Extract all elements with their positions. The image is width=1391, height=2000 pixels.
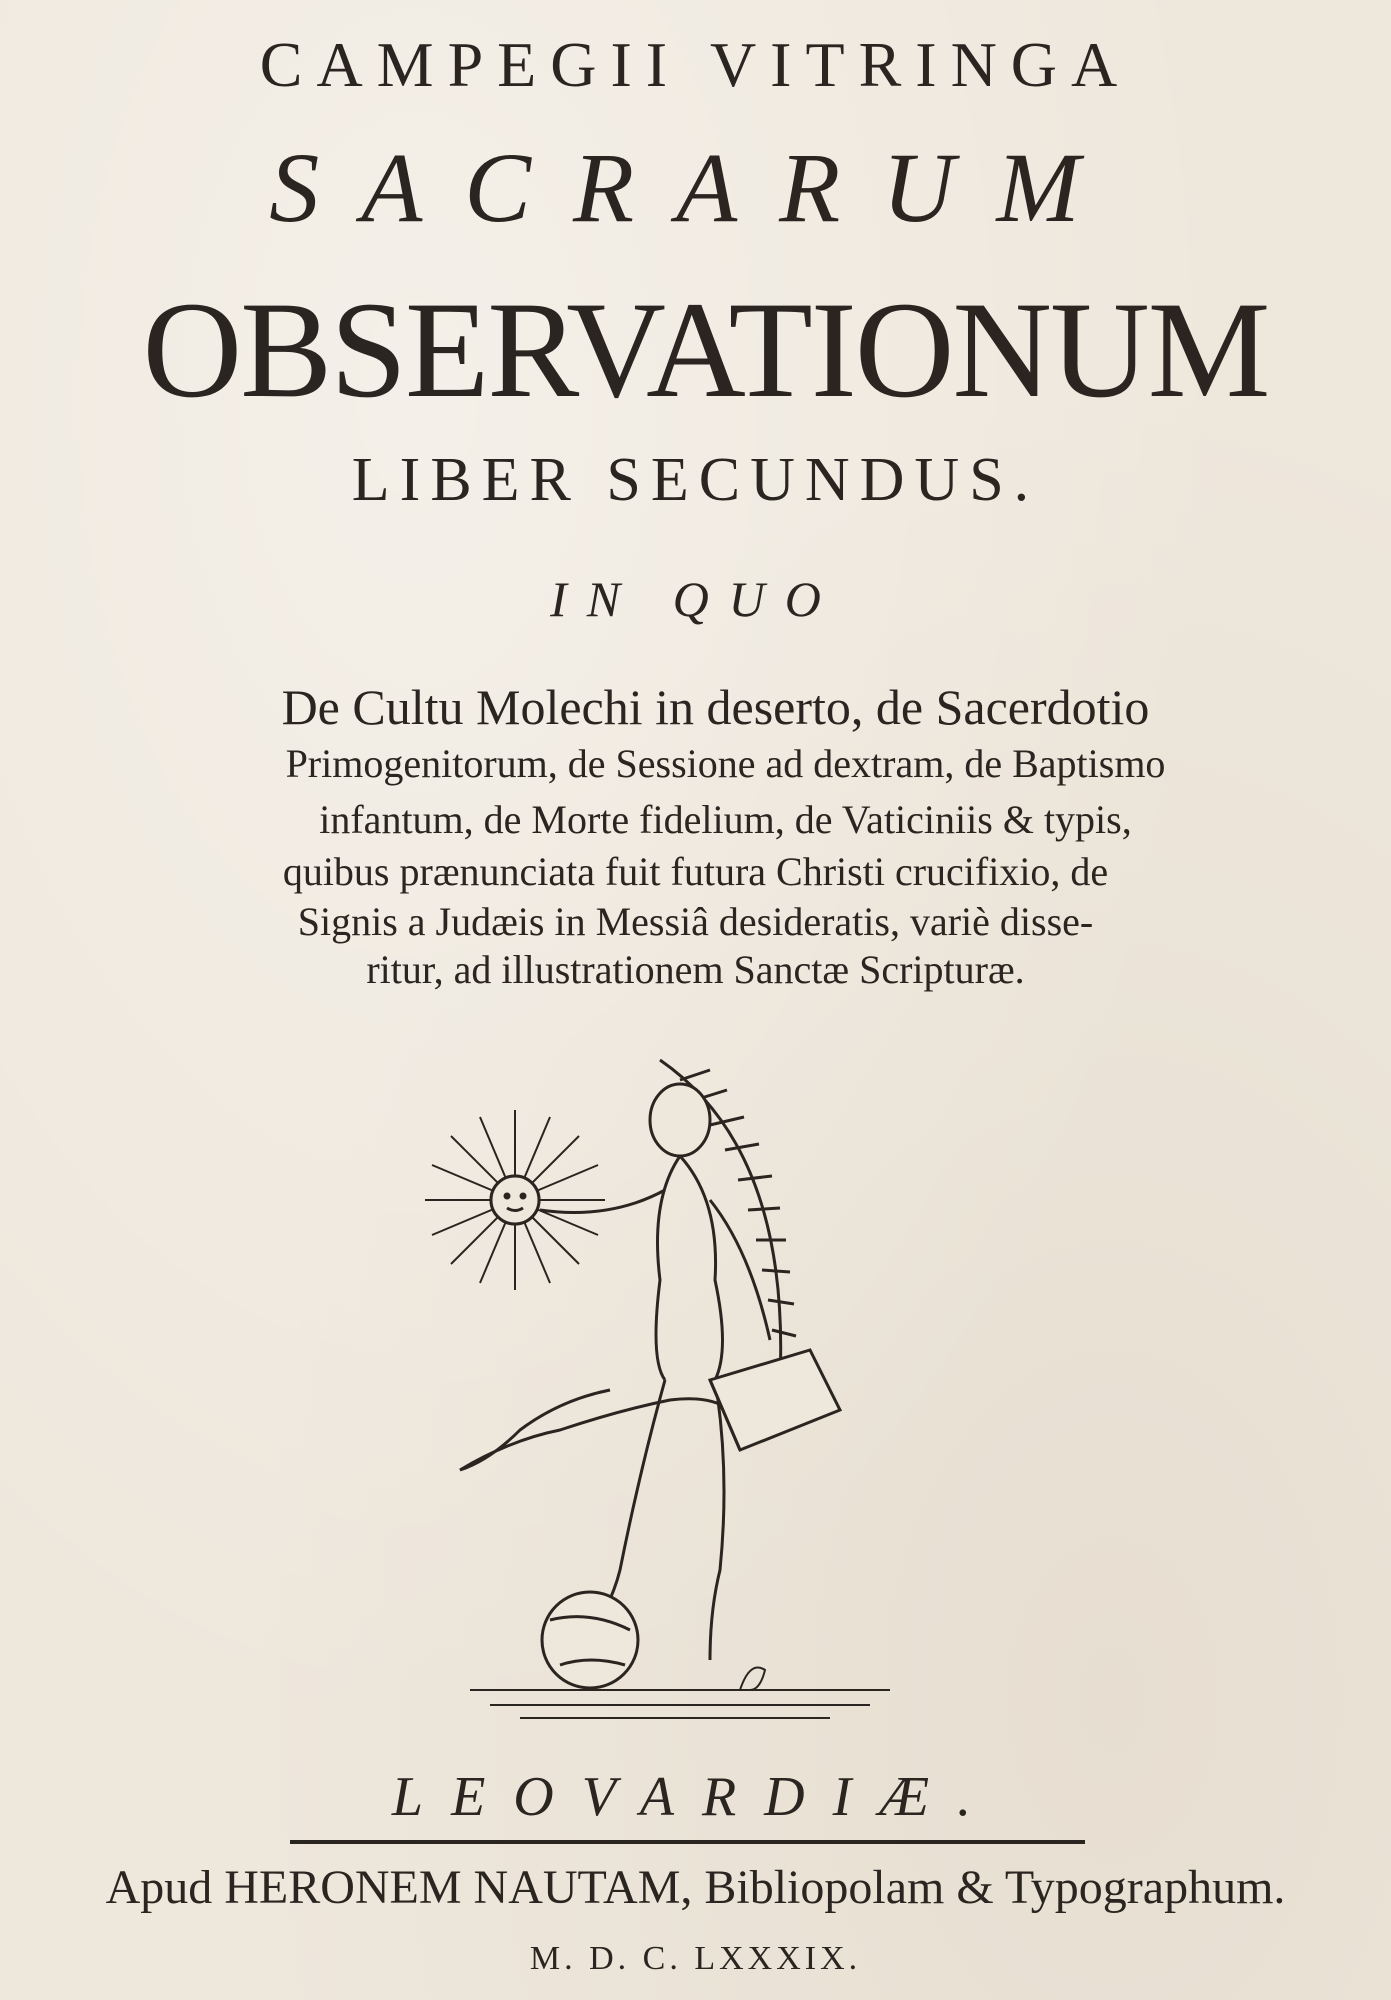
female-figure-icon	[460, 1084, 770, 1660]
description-line-6: ritur, ad illustrationem Sanctæ Scripturæ.	[366, 947, 1025, 992]
title-line-sacrarum: SACRARUM	[269, 132, 1122, 243]
title-line-liber-secundus: LIBER SECUNDUS.	[351, 446, 1040, 514]
description-line-1: De Cultu Molechi in deserto, de Sacerdotio	[281, 679, 1150, 735]
title-line-observationum: OBSERVATIONUM	[142, 273, 1269, 426]
publication-year: M. D. C. LXXXIX.	[529, 1940, 862, 1977]
printers-device-woodcut	[410, 1050, 970, 1730]
in-quo-heading: IN QUO	[550, 571, 841, 627]
allegorical-figure-icon	[410, 1050, 970, 1730]
ground-lines-icon	[470, 1668, 890, 1719]
globe-icon	[542, 1592, 638, 1688]
place-of-publication: LEOVARDIÆ.	[391, 1766, 1000, 1828]
description-line-3: infantum, de Morte fidelium, de Vaticiniis & typis,	[319, 797, 1132, 842]
open-book-icon	[710, 1350, 840, 1450]
imprint-rule	[290, 1840, 1085, 1844]
sun-icon	[425, 1110, 605, 1290]
description-line-5: Signis a Judæis in Messiâ desideratis, variè disse-	[297, 899, 1094, 944]
description-line-2: Primogenitorum, de Sessione ad dextram, de Baptismo	[285, 741, 1166, 786]
description-line-4: quibus prænunciata fuit futura Christi crucifixio, de	[282, 849, 1109, 894]
author-name: CAMPEGII VITRINGA	[259, 29, 1132, 100]
publisher-line: Apud HERONEM NAUTAM, Bibliopolam & Typographum.	[105, 1861, 1286, 1914]
